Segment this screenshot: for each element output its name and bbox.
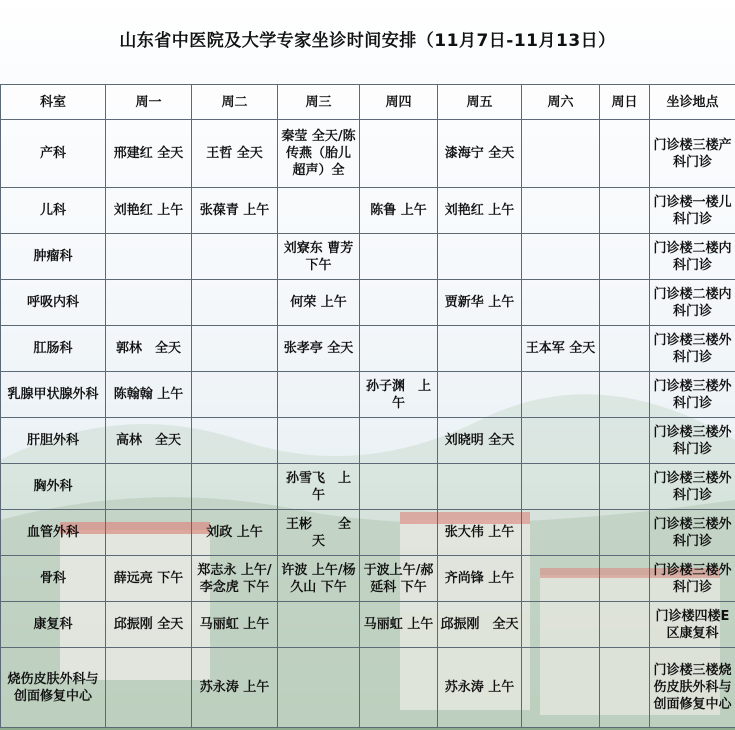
schedule-cell: 郑志永 上午/李念虎 下午 [192,556,278,602]
schedule-cell: 薛远亮 下午 [106,556,192,602]
schedule-cell: 刘政 上午 [192,510,278,556]
schedule-cell: 马丽虹 上午 [360,602,438,648]
department-cell: 肛肠科 [1,326,106,372]
table-row [1,280,735,326]
location-cell: 门诊楼二楼内科门诊 [650,234,735,280]
department-cell: 儿科 [1,188,106,234]
department-cell: 胸外科 [1,464,106,510]
schedule-cell [600,602,650,648]
column-header: 科室 [1,85,106,120]
schedule-cell [522,510,600,556]
schedule-cell [106,234,192,280]
schedule-cell [522,648,600,728]
location-cell: 门诊楼三楼外科门诊 [650,326,735,372]
table-row [1,418,735,464]
schedule-cell [522,464,600,510]
location-cell: 门诊楼一楼儿科门诊 [650,188,735,234]
schedule-cell: 孙子渊 上午 [360,372,438,418]
schedule-cell [438,464,522,510]
schedule-cell [438,326,522,372]
table-row [1,234,735,280]
schedule-cell [360,418,438,464]
schedule-cell [192,464,278,510]
schedule-cell [522,602,600,648]
schedule-cell [106,648,192,728]
column-header: 周四 [360,85,438,120]
schedule-cell [600,234,650,280]
schedule-cell: 苏永涛 上午 [438,648,522,728]
column-header: 坐诊地点 [650,85,735,120]
column-header: 周六 [522,85,600,120]
department-cell: 呼吸内科 [1,280,106,326]
schedule-cell [192,326,278,372]
schedule-cell: 王本军 全天 [522,326,600,372]
schedule-cell [106,280,192,326]
schedule-cell [360,234,438,280]
department-cell: 血管外科 [1,510,106,556]
schedule-cell [360,120,438,188]
schedule-table [0,84,735,728]
location-cell: 门诊楼三楼烧伤皮肤外科与创面修复中心 [650,648,735,728]
table-row [1,326,735,372]
schedule-cell: 陈翰翰 上午 [106,372,192,418]
schedule-cell [522,188,600,234]
schedule-cell: 何荣 上午 [278,280,360,326]
schedule-cell: 王哲 全天 [192,120,278,188]
schedule-cell [360,326,438,372]
schedule-cell [278,418,360,464]
page-title: 山东省中医院及大学专家坐诊时间安排（11月7日-11月13日） [119,31,616,51]
schedule-cell [360,510,438,556]
column-header: 周三 [278,85,360,120]
department-cell: 肝胆外科 [1,418,106,464]
schedule-cell [522,418,600,464]
schedule-cell [192,418,278,464]
table-row [1,648,735,728]
column-header: 周五 [438,85,522,120]
schedule-cell: 陈鲁 上午 [360,188,438,234]
department-cell: 骨科 [1,556,106,602]
schedule-cell [106,510,192,556]
schedule-cell [522,234,600,280]
location-cell: 门诊楼三楼外科门诊 [650,418,735,464]
schedule-cell [600,556,650,602]
schedule-cell [522,372,600,418]
department-cell: 康复科 [1,602,106,648]
schedule-cell: 张孝亭 全天 [278,326,360,372]
table-row [1,188,735,234]
schedule-cell [278,648,360,728]
department-cell: 烧伤皮肤外科与创面修复中心 [1,648,106,728]
schedule-cell: 贾新华 上午 [438,280,522,326]
schedule-cell [192,234,278,280]
table-row [1,510,735,556]
schedule-cell: 孙雪飞 上午 [278,464,360,510]
location-cell: 门诊楼三楼产科门诊 [650,120,735,188]
schedule-cell: 王彬 全天 [278,510,360,556]
schedule-cell [600,464,650,510]
schedule-cell [600,326,650,372]
location-cell: 门诊楼三楼外科门诊 [650,372,735,418]
schedule-cell: 刘艳红 上午 [438,188,522,234]
schedule-cell [600,372,650,418]
schedule-cell [600,188,650,234]
department-cell: 乳腺甲状腺外科 [1,372,106,418]
schedule-cell: 刘晓明 全天 [438,418,522,464]
schedule-cell [522,120,600,188]
schedule-cell [600,418,650,464]
location-cell: 门诊楼三楼外科门诊 [650,556,735,602]
schedule-cell [600,648,650,728]
schedule-cell [522,556,600,602]
table-row [1,556,735,602]
schedule-cell [360,648,438,728]
table-row [1,372,735,418]
schedule-cell [600,510,650,556]
schedule-cell [600,280,650,326]
schedule-cell: 于波上午/郝延科 下午 [360,556,438,602]
schedule-cell [278,602,360,648]
schedule-cell: 齐尚锋 上午 [438,556,522,602]
schedule-cell: 邢建红 全天 [106,120,192,188]
department-cell: 产科 [1,120,106,188]
schedule-cell [278,188,360,234]
schedule-cell [360,280,438,326]
schedule-cell: 秦莹 全天/陈传燕（胎儿超声）全 [278,120,360,188]
schedule-cell [600,120,650,188]
schedule-cell [106,464,192,510]
table-row [1,464,735,510]
department-cell: 肿瘤科 [1,234,106,280]
schedule-cell: 郭林 全天 [106,326,192,372]
schedule-cell [192,372,278,418]
column-header: 周二 [192,85,278,120]
location-cell: 门诊楼四楼E区康复科 [650,602,735,648]
schedule-cell: 张葆青 上午 [192,188,278,234]
schedule-cell [278,372,360,418]
schedule-cell: 刘寮东 曹芳 下午 [278,234,360,280]
location-cell: 门诊楼二楼内科门诊 [650,280,735,326]
location-cell: 门诊楼三楼外科门诊 [650,510,735,556]
schedule-cell [360,464,438,510]
schedule-cell [438,234,522,280]
column-header: 周日 [600,85,650,120]
schedule-cell: 漆海宁 全天 [438,120,522,188]
table-row [1,120,735,188]
location-cell: 门诊楼三楼外科门诊 [650,464,735,510]
schedule-cell: 许波 上午/杨久山 下午 [278,556,360,602]
schedule-cell: 邱振刚 全天 [106,602,192,648]
schedule-cell: 邱振刚 全天 [438,602,522,648]
schedule-cell: 高林 全天 [106,418,192,464]
schedule-cell: 马丽虹 上午 [192,602,278,648]
schedule-cell [192,280,278,326]
schedule-cell: 苏永涛 上午 [192,648,278,728]
header-row [1,85,735,120]
schedule-cell: 张大伟 上午 [438,510,522,556]
schedule-cell: 刘艳红 上午 [106,188,192,234]
table-row [1,602,735,648]
column-header: 周一 [106,85,192,120]
schedule-cell [522,280,600,326]
schedule-cell [438,372,522,418]
